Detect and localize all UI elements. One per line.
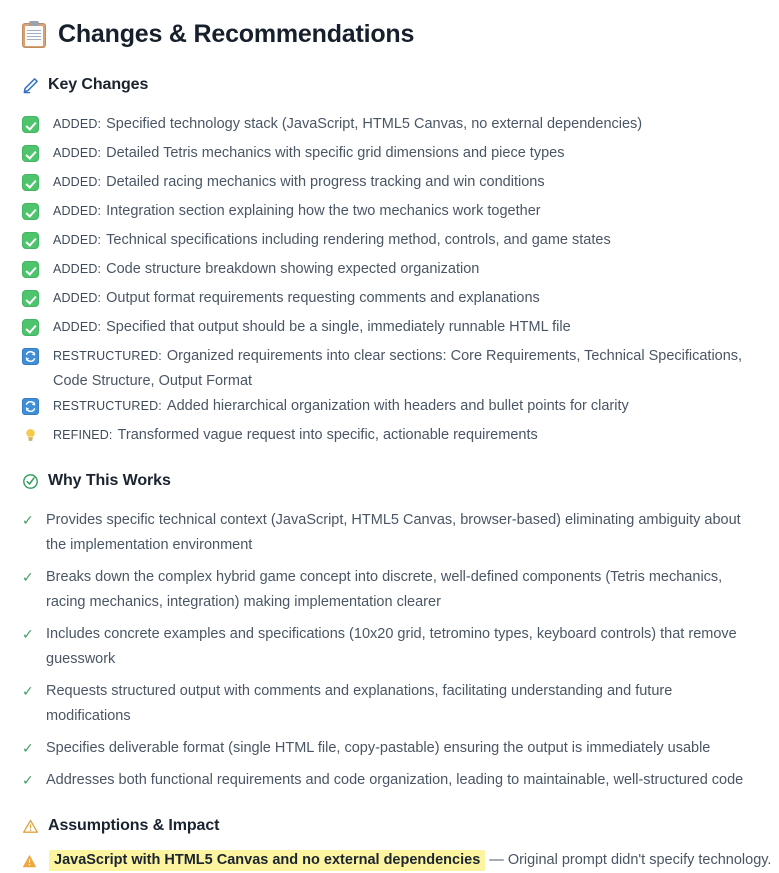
section-header-why-this-works bbox=[22, 466, 765, 496]
why-item-text: Includes concrete examples and specifications (10x20 grid, tetromino types, keyboard controls) that remove guesswork bbox=[46, 626, 737, 667]
change-description: Detailed Tetris mechanics with specific grid dimensions and piece types bbox=[106, 145, 565, 161]
change-text bbox=[39, 112, 765, 137]
change-description: Transformed vague request into specific, actionable requirements bbox=[117, 427, 538, 443]
change-tag: ADDED: bbox=[53, 175, 102, 189]
change-tag: ADDED: bbox=[53, 204, 102, 218]
change-text bbox=[39, 141, 765, 166]
section-header-key-changes bbox=[22, 70, 765, 100]
why-this-works-list bbox=[14, 505, 765, 797]
change-description: Code structure breakdown showing expected organization bbox=[106, 261, 480, 277]
assumption-highlight: JavaScript with HTML5 Canvas and no external dependencies bbox=[49, 850, 485, 871]
change-row bbox=[22, 423, 765, 452]
list-item bbox=[22, 505, 765, 562]
assumptions-list bbox=[14, 841, 772, 873]
change-tag: ADDED: bbox=[53, 320, 102, 334]
list-item bbox=[22, 562, 765, 619]
change-row bbox=[22, 170, 765, 199]
assumption-text bbox=[37, 847, 771, 873]
change-description: Output format requirements requesting comments and explanations bbox=[106, 290, 540, 306]
why-item-text: Provides specific technical context (JavaScript, HTML5 Canvas, browser-based) eliminating ambiguity about the implementation environment bbox=[46, 512, 741, 553]
why-item-text: Requests structured output with comments and explanations, facilitating understanding and future modifications bbox=[46, 683, 673, 724]
assumption-note: Original prompt didn't specify technology. bbox=[507, 852, 772, 868]
change-tag: RESTRUCTURED: bbox=[53, 399, 162, 413]
list-item bbox=[22, 733, 765, 765]
why-item-text: Breaks down the complex hybrid game concept into discrete, well-defined components (Tetris mechanics, racing mechanics, integration) making implementation clearer bbox=[46, 569, 723, 610]
why-item-text: Specifies deliverable format (single HTML file, copy-pastable) ensuring the output is immediately usable bbox=[46, 740, 711, 756]
change-row bbox=[22, 228, 765, 257]
change-row bbox=[22, 344, 765, 394]
change-tag: RESTRUCTURED: bbox=[53, 349, 162, 363]
change-tag: ADDED: bbox=[53, 262, 102, 276]
change-text bbox=[39, 170, 765, 195]
list-item bbox=[22, 619, 765, 676]
change-row bbox=[22, 257, 765, 286]
check-glyph-icon: ✓ bbox=[22, 740, 34, 756]
check-glyph-icon: ✓ bbox=[22, 569, 34, 585]
section-title-why-this-works: Why This Works bbox=[48, 472, 171, 489]
green-check-box-icon bbox=[22, 145, 39, 162]
change-text bbox=[39, 315, 765, 340]
blue-refresh-box-icon bbox=[22, 398, 39, 415]
warning-triangle-filled-icon bbox=[22, 854, 37, 868]
green-check-box-icon bbox=[22, 290, 39, 307]
change-tag: ADDED: bbox=[53, 117, 102, 131]
change-text bbox=[39, 344, 765, 394]
change-description: Organized requirements into clear sections: Core Requirements, Technical Specifications, Code Structure, Output Format bbox=[53, 348, 743, 389]
change-row bbox=[22, 112, 765, 141]
change-tag: ADDED: bbox=[53, 146, 102, 160]
change-row bbox=[22, 286, 765, 315]
why-item-text: Addresses both functional requirements and code organization, leading to maintainable, well-structured code bbox=[46, 772, 744, 788]
key-changes-list bbox=[14, 112, 765, 452]
assumption-separator: — bbox=[489, 852, 504, 868]
green-check-box-icon bbox=[22, 203, 39, 220]
change-row bbox=[22, 315, 765, 344]
change-description: Detailed racing mechanics with progress tracking and win conditions bbox=[106, 174, 545, 190]
change-row bbox=[22, 199, 765, 228]
page-title: Changes & Recommendations bbox=[58, 19, 415, 48]
warning-triangle-outline-icon bbox=[22, 818, 39, 835]
list-item bbox=[22, 765, 765, 797]
page-title-row bbox=[22, 12, 765, 56]
check-glyph-icon: ✓ bbox=[22, 683, 34, 699]
change-row bbox=[22, 141, 765, 170]
change-description: Specified that output should be a single, immediately runnable HTML file bbox=[106, 319, 571, 335]
section-title-assumptions-impact: Assumptions & Impact bbox=[48, 817, 220, 834]
lightbulb-icon bbox=[22, 427, 39, 444]
change-text bbox=[39, 394, 765, 419]
change-description: Technical specifications including rendering method, controls, and game states bbox=[106, 232, 611, 248]
circled-check-icon bbox=[22, 473, 39, 490]
change-tag: REFINED: bbox=[53, 428, 113, 442]
green-check-box-icon bbox=[22, 116, 39, 133]
section-title-key-changes: Key Changes bbox=[48, 76, 149, 93]
green-check-box-icon bbox=[22, 319, 39, 336]
green-check-box-icon bbox=[22, 232, 39, 249]
change-row bbox=[22, 394, 765, 423]
blue-refresh-box-icon bbox=[22, 348, 39, 365]
check-glyph-icon: ✓ bbox=[22, 772, 34, 788]
change-description: Integration section explaining how the two mechanics work together bbox=[106, 203, 541, 219]
check-glyph-icon: ✓ bbox=[22, 626, 34, 642]
green-check-box-icon bbox=[22, 261, 39, 278]
change-text bbox=[39, 423, 765, 448]
change-text bbox=[39, 286, 765, 311]
pencil-icon bbox=[22, 77, 39, 94]
list-item bbox=[22, 841, 772, 873]
change-description: Added hierarchical organization with headers and bullet points for clarity bbox=[166, 398, 629, 414]
clipboard-icon bbox=[22, 21, 46, 48]
change-text bbox=[39, 199, 765, 224]
change-text bbox=[39, 257, 765, 282]
change-description: Specified technology stack (JavaScript, HTML5 Canvas, no external dependencies) bbox=[106, 116, 643, 132]
check-glyph-icon: ✓ bbox=[22, 512, 34, 528]
change-tag: ADDED: bbox=[53, 291, 102, 305]
section-header-assumptions-impact bbox=[22, 811, 765, 841]
change-text bbox=[39, 228, 765, 253]
green-check-box-icon bbox=[22, 174, 39, 191]
list-item bbox=[22, 676, 765, 733]
change-tag: ADDED: bbox=[53, 233, 102, 247]
